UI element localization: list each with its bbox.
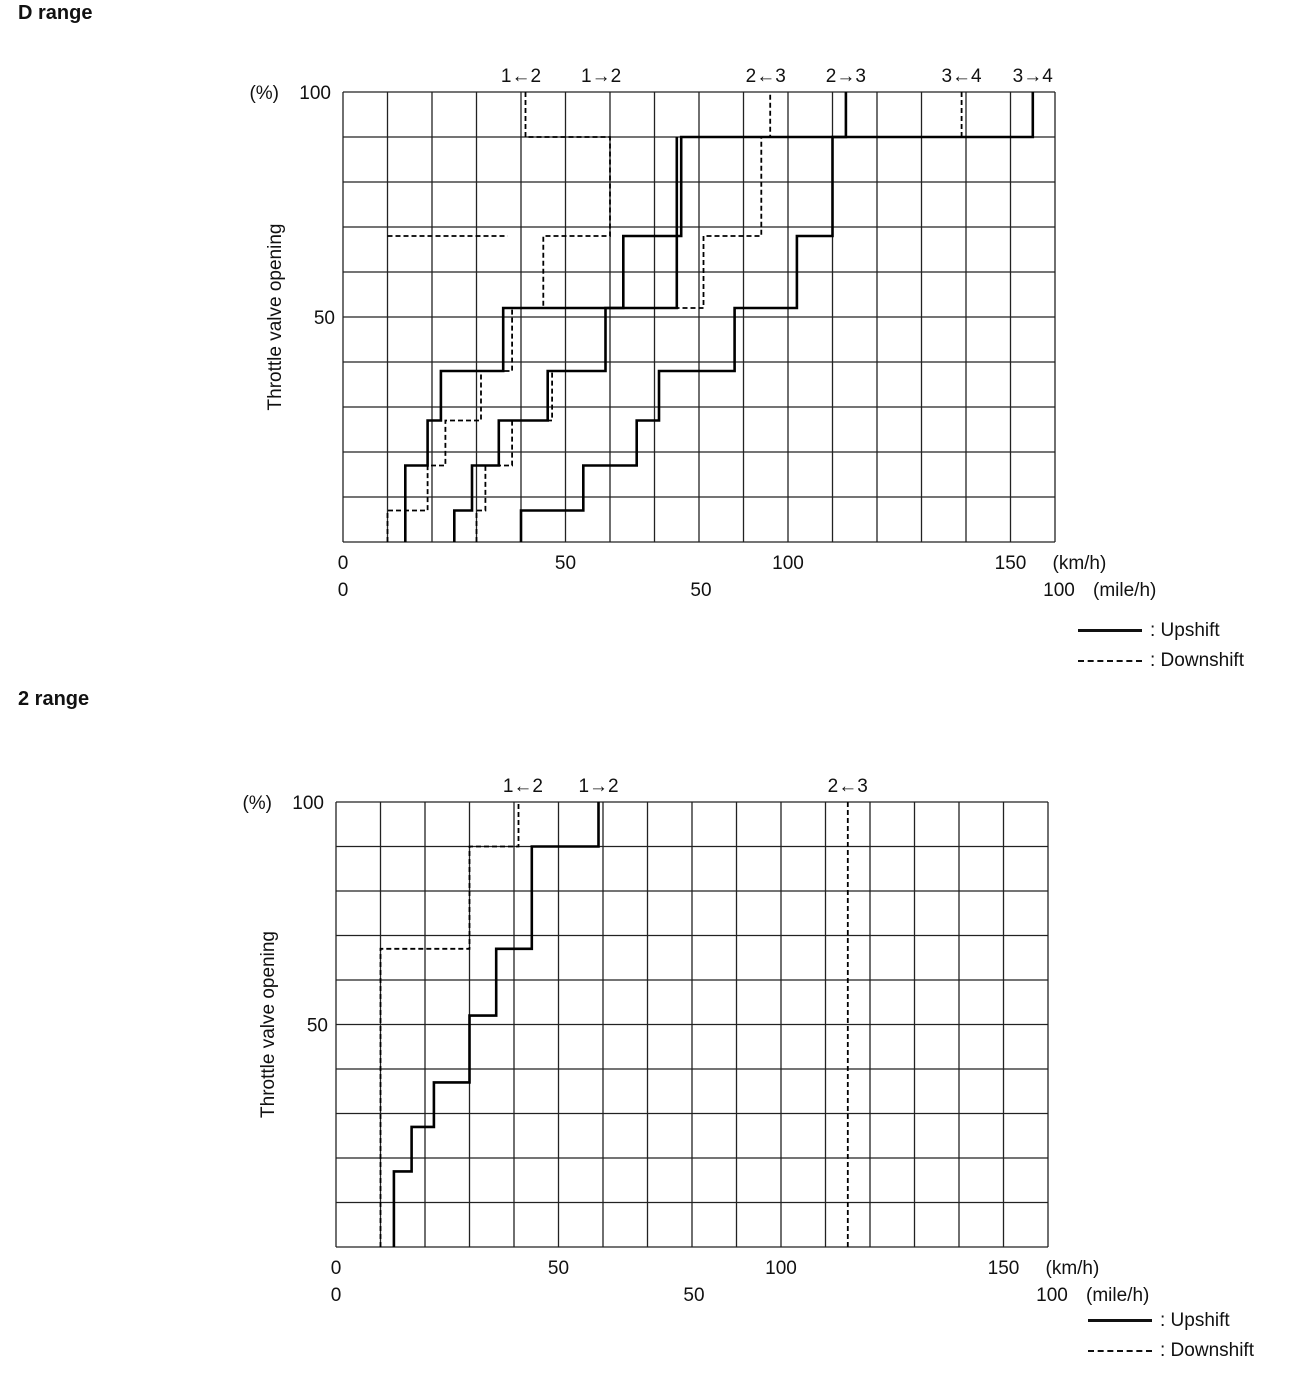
- x-tick-label-kmh: 0: [337, 553, 349, 574]
- legend-downshift-line: [1078, 660, 1142, 662]
- legend-downshift-2: [1088, 1340, 1254, 1370]
- x-tick-label-kmh: 0: [330, 1258, 342, 1279]
- shift-line-upshift: [405, 137, 677, 542]
- x-unit-kmh: (km/h): [1052, 553, 1107, 574]
- shift-label: 3←4: [941, 66, 982, 87]
- y-tick-label: 100: [292, 793, 324, 814]
- x-unit-mph: (mile/h): [1086, 1285, 1150, 1306]
- shift-label: 2→3: [825, 66, 866, 87]
- d-range-legend: [1078, 620, 1244, 680]
- range-2-legend: [1088, 1310, 1254, 1370]
- shift-label: 2←3: [745, 66, 786, 87]
- y-unit-label: (%): [242, 793, 272, 814]
- range-2-title: 2 range: [18, 688, 90, 710]
- y-axis-title: Throttle valve opening: [265, 223, 286, 411]
- d-range-chart: [0, 0, 1312, 620]
- legend-upshift: [1078, 620, 1244, 650]
- legend-downshift: [1078, 650, 1244, 680]
- shift-label: 1←2: [502, 776, 543, 797]
- legend-upshift-label-2: : Upshift: [1160, 1310, 1230, 1331]
- legend-upshift-label: : Upshift: [1150, 620, 1220, 641]
- range-2-chart: [0, 720, 1312, 1340]
- shift-label: 1→2: [581, 66, 622, 87]
- legend-upshift-line: [1078, 629, 1142, 632]
- shift-label: 1→2: [578, 776, 619, 797]
- x-tick-label-mph: 100: [1043, 580, 1075, 601]
- legend-downshift-line-2: [1088, 1350, 1152, 1352]
- x-tick-label-kmh: 100: [765, 1258, 797, 1279]
- x-unit-mph: (mile/h): [1093, 580, 1157, 601]
- x-tick-label-mph: 0: [330, 1285, 342, 1306]
- legend-upshift-line-2: [1088, 1319, 1152, 1322]
- legend-downshift-label: : Downshift: [1150, 650, 1244, 671]
- y-tick-label: 50: [313, 308, 335, 329]
- legend-upshift-2: [1088, 1310, 1254, 1340]
- d-range-title: D range: [18, 2, 93, 24]
- x-tick-label-kmh: 50: [547, 1258, 570, 1279]
- shift-label: 1←2: [500, 66, 542, 87]
- y-tick-label: 50: [306, 1015, 328, 1037]
- legend-downshift-label-2: : Downshift: [1160, 1340, 1254, 1361]
- y-unit-label: (%): [249, 83, 279, 104]
- x-tick-label-kmh: 150: [987, 1258, 1020, 1279]
- x-tick-label-mph: 50: [683, 1285, 705, 1306]
- y-tick-label: 100: [299, 83, 331, 104]
- x-tick-label-mph: 0: [337, 580, 349, 601]
- x-tick-label-mph: 50: [690, 580, 712, 601]
- x-tick-label-kmh: 150: [994, 553, 1027, 574]
- shift-label: 3→4: [1012, 66, 1053, 87]
- x-unit-kmh: (km/h): [1045, 1258, 1100, 1279]
- x-tick-label-kmh: 50: [554, 553, 577, 574]
- shift-label: 2←3: [827, 776, 868, 797]
- x-tick-label-mph: 100: [1036, 1285, 1068, 1306]
- x-tick-label-kmh: 100: [772, 553, 804, 574]
- y-axis-title: Throttle valve opening: [258, 931, 279, 1118]
